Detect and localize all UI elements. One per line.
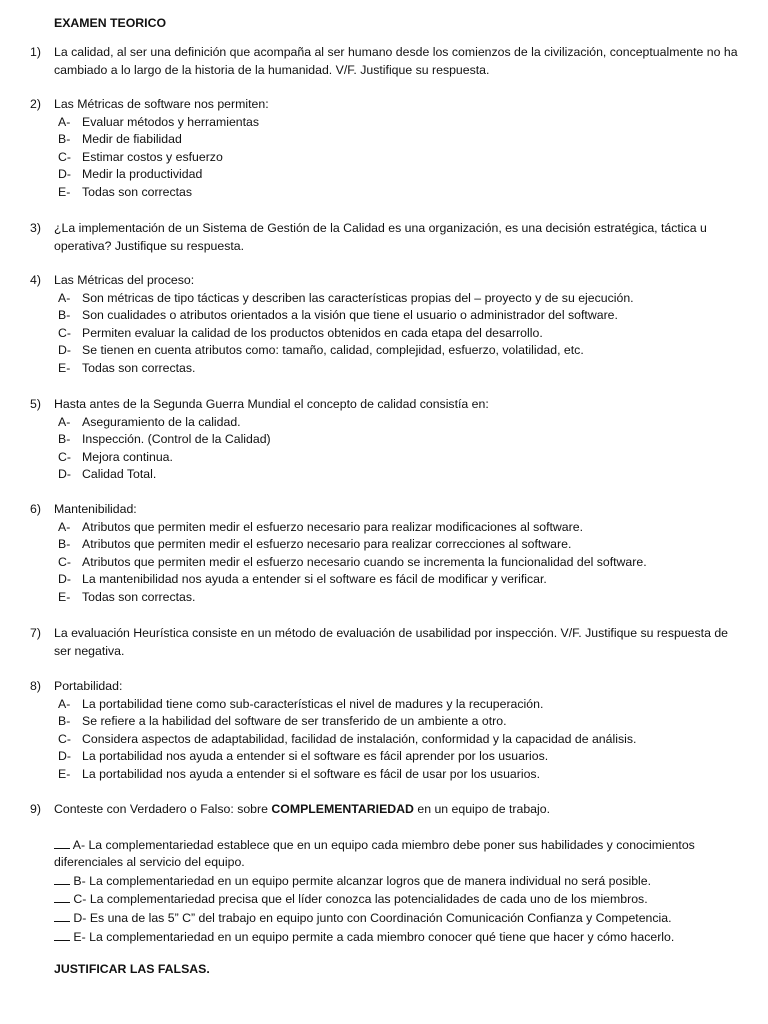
- option-letter: A-: [58, 696, 71, 711]
- question-text: Mantenibilidad:: [54, 502, 137, 516]
- option-letter: C-: [58, 554, 71, 569]
- option-item: [58, 184, 745, 202]
- true-false-statement: D- Es una de las 5” C” del trabajo en equipo junto con Coordinación Comunicación Confianza y Competencia.: [73, 910, 672, 925]
- option-letter: C-: [58, 449, 71, 464]
- option-letter: D-: [58, 343, 71, 358]
- option-item: [58, 290, 745, 308]
- option-letter: C-: [58, 731, 71, 746]
- true-false-item: [54, 872, 745, 891]
- question-number: 3): [30, 221, 41, 235]
- option-letter: B-: [58, 432, 71, 447]
- option-letter: B-: [58, 537, 71, 552]
- option-list: [58, 414, 745, 484]
- answer-blank[interactable]: [54, 909, 70, 922]
- option-item: [58, 766, 745, 784]
- option-letter: C-: [58, 325, 71, 340]
- option-letter: B-: [58, 714, 71, 729]
- option-item: [58, 414, 745, 432]
- option-item: [58, 571, 745, 589]
- exam-title: EXAMEN TEORICO: [54, 16, 167, 30]
- true-false-list: [54, 836, 745, 947]
- option-text: Calidad Total.: [82, 467, 157, 482]
- option-letter: E-: [58, 184, 71, 199]
- question-7: [30, 625, 745, 660]
- option-text: Atributos que permiten medir el esfuerzo necesario para realizar correcciones al software.: [82, 537, 572, 552]
- question-text: La evaluación Heurística consiste en un método de evaluación de usabilidad por inspección. V/F. Justifique su respuesta de ser negativa.: [54, 626, 729, 658]
- option-text: Todas son correctas.: [82, 360, 196, 375]
- question-5: [30, 396, 745, 484]
- option-item: [58, 536, 745, 554]
- option-letter: E-: [58, 589, 71, 604]
- option-letter: A-: [58, 290, 71, 305]
- option-text: Se tienen en cuenta atributos como: tamaño, calidad, complejidad, esfuerzo, volatilidad, etc.: [82, 343, 584, 358]
- question-number: 9): [30, 802, 41, 816]
- question-text: [54, 801, 745, 819]
- option-letter: A-: [58, 114, 71, 129]
- option-item: [58, 554, 745, 572]
- question-number: 2): [30, 97, 41, 111]
- question-number: 5): [30, 397, 41, 411]
- option-item: [58, 114, 745, 132]
- option-text: Medir la productividad: [82, 167, 203, 182]
- option-list: [58, 114, 745, 202]
- question-text: La calidad, al ser una definición que acompaña al ser humano desde los comienzos de la civilización, conceptualmente no ha cambiado a lo largo de la historia de la humanidad. V/F. Justifique su respuesta.: [54, 45, 738, 77]
- option-letter: A-: [58, 519, 71, 534]
- option-text: Estimar costos y esfuerzo: [82, 149, 223, 164]
- question-2: [30, 96, 745, 202]
- option-letter: B-: [58, 132, 71, 147]
- option-text: Atributos que permiten medir el esfuerzo necesario para realizar modificaciones al software.: [82, 519, 583, 534]
- option-list: [58, 290, 745, 378]
- question-number: 8): [30, 679, 41, 693]
- answer-blank[interactable]: [54, 836, 70, 849]
- option-text: Evaluar métodos y herramientas: [82, 114, 260, 129]
- option-text: Permiten evaluar la calidad de los productos obtenidos en cada etapa del desarrollo.: [82, 325, 543, 340]
- option-item: [58, 307, 745, 325]
- question-1: [30, 44, 745, 79]
- option-item: [58, 149, 745, 167]
- option-text: La mantenibilidad nos ayuda a entender si el software es fácil de modificar y verificar.: [82, 572, 547, 587]
- question-9: [30, 801, 745, 946]
- option-letter: D-: [58, 572, 71, 587]
- question-text: Las Métricas de software nos permiten:: [54, 97, 269, 111]
- option-text: La portabilidad nos ayuda a entender si el software es fácil aprender por los usuarios.: [82, 749, 549, 764]
- option-text: Todas son correctas: [82, 184, 193, 199]
- answer-blank[interactable]: [54, 872, 70, 885]
- option-text: Medir de fiabilidad: [82, 132, 182, 147]
- option-text: Son métricas de tipo tácticas y describen las características propias del – proyecto y de su ejecución.: [82, 290, 634, 305]
- option-text: Se refiere a la habilidad del software de ser transferido de un ambiente a otro.: [82, 714, 507, 729]
- option-item: [58, 519, 745, 537]
- option-item: [58, 325, 745, 343]
- answer-blank[interactable]: [54, 890, 70, 903]
- option-item: [58, 713, 745, 731]
- question-text-tail: en un equipo de trabajo.: [413, 802, 550, 816]
- true-false-statement: A- La complementariedad establece que en un equipo cada miembro debe poner sus habilidades y conocimientos diferenciales al servicio del equipo.: [54, 837, 695, 870]
- option-letter: D-: [58, 749, 71, 764]
- true-false-statement: B- La complementariedad en un equipo permite alcanzar logros que de manera individual no será posible.: [73, 873, 652, 888]
- question-text: Hasta antes de la Segunda Guerra Mundial el concepto de calidad consistía en:: [54, 397, 489, 411]
- true-false-item: [54, 836, 745, 872]
- true-false-item: [54, 928, 745, 947]
- question-6: [30, 501, 745, 607]
- option-letter: B-: [58, 308, 71, 323]
- option-item: [58, 131, 745, 149]
- question-text: Las Métricas del proceso:: [54, 273, 195, 287]
- option-text: La portabilidad nos ayuda a entender si el software es fácil de usar por los usuarios.: [82, 766, 540, 781]
- option-item: [58, 166, 745, 184]
- true-false-item: [54, 890, 745, 909]
- question-text: ¿La implementación de un Sistema de Gestión de la Calidad es una organización, es una decisión estratégica, táctica u operativa? Justifique su respuesta.: [54, 221, 707, 253]
- option-text: Atributos que permiten medir el esfuerzo necesario cuando se incrementa la funcionalidad del software.: [82, 554, 647, 569]
- question-4: [30, 272, 745, 378]
- option-item: [58, 431, 745, 449]
- option-letter: C-: [58, 149, 71, 164]
- footer-instruction: JUSTIFICAR LAS FALSAS.: [54, 962, 210, 976]
- true-false-statement: E- La complementariedad en un equipo permite a cada miembro conocer qué tiene que hacer y cómo hacerlo.: [73, 929, 675, 944]
- option-letter: D-: [58, 167, 71, 182]
- question-number: 1): [30, 45, 41, 59]
- option-item: [58, 342, 745, 360]
- option-text: Todas son correctas.: [82, 589, 196, 604]
- option-item: [58, 589, 745, 607]
- question-number: 4): [30, 273, 41, 287]
- question-text-lead: Conteste con Verdadero o Falso: sobre: [54, 802, 272, 816]
- question-text-keyword: COMPLEMENTARIEDAD: [271, 802, 414, 816]
- question-text: Portabilidad:: [54, 679, 123, 693]
- option-list: [58, 519, 745, 607]
- option-text: Considera aspectos de adaptabilidad, facilidad de instalación, conformidad y la capacidad de análisis.: [82, 731, 637, 746]
- option-text: Son cualidades o atributos orientados a la visión que tiene el usuario o administrador del software.: [82, 308, 618, 323]
- option-letter: D-: [58, 467, 71, 482]
- question-number: 7): [30, 626, 41, 640]
- option-item: [58, 748, 745, 766]
- answer-blank[interactable]: [54, 928, 70, 941]
- true-false-statement: C- La complementariedad precisa que el líder conozca las potencialidades de cada uno de los miembros.: [73, 892, 648, 907]
- question-number: 6): [30, 502, 41, 516]
- option-item: [58, 731, 745, 749]
- option-letter: E-: [58, 766, 71, 781]
- option-list: [58, 696, 745, 784]
- option-text: Mejora continua.: [82, 449, 173, 464]
- option-letter: E-: [58, 360, 71, 375]
- option-text: Aseguramiento de la calidad.: [82, 414, 241, 429]
- option-item: [58, 449, 745, 467]
- option-letter: A-: [58, 414, 71, 429]
- option-item: [58, 696, 745, 714]
- option-item: [58, 466, 745, 484]
- option-text: La portabilidad tiene como sub-características el nivel de madures y la recuperación.: [82, 696, 544, 711]
- question-8: [30, 678, 745, 784]
- true-false-item: [54, 909, 745, 928]
- option-item: [58, 360, 745, 378]
- option-text: Inspección. (Control de la Calidad): [82, 432, 271, 447]
- question-3: [30, 220, 745, 255]
